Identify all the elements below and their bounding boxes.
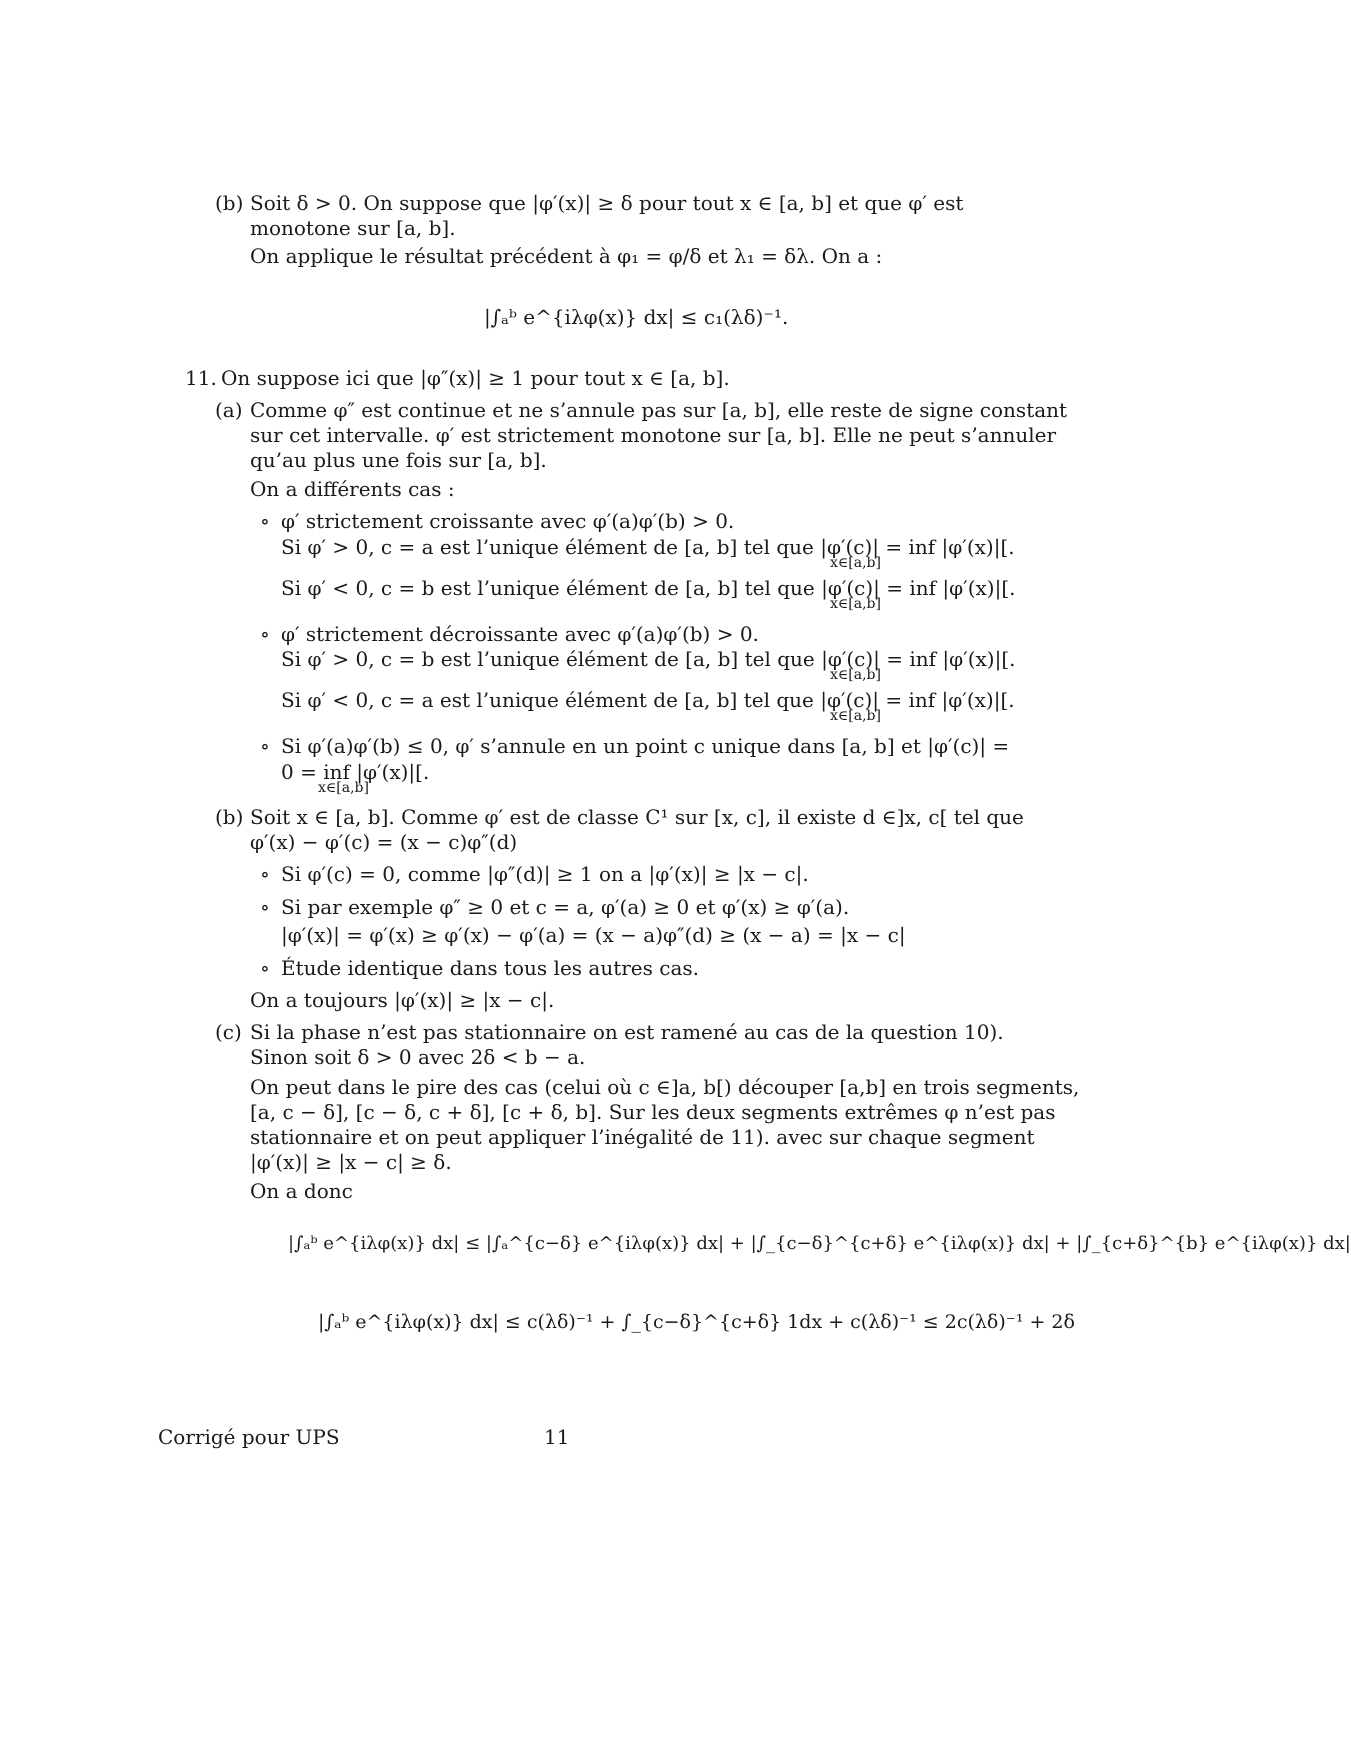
case2-title: φ′ strictement décroissante avec φ′(a)φ′(b) > 0. [281,622,759,646]
q11b-line1: Soit x ∈ [a, b]. Comme φ′ est de classe C¹ sur [x, c], il existe d ∈]x, c[ tel que [250,805,1024,829]
case3-line1: Si φ′(a)φ′(b) ≤ 0, φ′ s’annule en un point c unique dans [a, b] et |φ′(c)| = [281,734,1010,758]
case2-line1: Si φ′ > 0, c = b est l’unique élément de [a, b] tel que |φ′(c)| = inf |φ′(x)|[. [281,647,1016,671]
case3-line2: 0 = inf |φ′(x)|[. [281,760,430,784]
case1-line2: Si φ′ < 0, c = b est l’unique élément de [a, b] tel que |φ′(c)| = inf |φ′(x)|[. [281,576,1016,600]
inf-subscript: x∈[a,b] [830,667,881,683]
item-label-c: (c) [215,1020,242,1044]
inf-subscript: x∈[a,b] [318,780,369,796]
inf-subscript: x∈[a,b] [830,708,881,724]
bullet-icon: ∘ [260,622,270,646]
case1-title: φ′ strictement croissante avec φ′(a)φ′(b) > 0. [281,509,735,533]
q10b-line1: Soit δ > 0. On suppose que |φ′(x)| ≥ δ pour tout x ∈ [a, b] et que φ′ est [250,191,964,215]
q11b-bullet1: Si φ′(c) = 0, comme |φ″(d)| ≥ 1 on a |φ′(x)| ≥ |x − c|. [281,862,809,886]
q11c-line4: [a, c − δ], [c − δ, c + δ], [c + δ, b]. Sur les deux segments extrêmes φ n’est pas [250,1100,1056,1124]
item-label-b: (b) [215,805,244,829]
q11b-bullet2: Si par exemple φ″ ≥ 0 et c = a, φ′(a) ≥ 0 et φ′(x) ≥ φ′(a). [281,895,850,919]
q10b-line2: monotone sur [a, b]. [250,216,456,240]
footer-text: Corrigé pour UPS [158,1425,340,1449]
q11c-line1: Si la phase n’est pas stationnaire on est ramené au cas de la question 10). [250,1020,1004,1044]
q10b-line3: On applique le résultat précédent à φ₁ = φ/δ et λ₁ = δλ. On a : [250,244,883,268]
q10b-formula: |∫ₐᵇ e^{iλφ(x)} dx| ≤ c₁(λδ)⁻¹. [484,305,789,329]
formula-triangle-inequality: |∫ₐᵇ e^{iλφ(x)} dx| ≤ |∫ₐ^{c−δ} e^{iλφ(x)} dx| + |∫_{c−δ}^{c+δ} e^{iλφ(x)} dx| + |∫_{c+δ}^{b} e^{iλφ(x)} dx| [288,1233,1351,1254]
case2-line2: Si φ′ < 0, c = a est l’unique élément de [a, b] tel que |φ′(c)| = inf |φ′(x)|[. [281,688,1015,712]
case1-line1: Si φ′ > 0, c = a est l’unique élément de [a, b] tel que |φ′(c)| = inf |φ′(x)|[. [281,535,1015,559]
item-label-a: (a) [215,398,243,422]
q11b-conclusion: On a toujours |φ′(x)| ≥ |x − c|. [250,988,555,1012]
q11c-line2: Sinon soit δ > 0 avec 2δ < b − a. [250,1045,586,1069]
q11b-bullet3: Étude identique dans tous les autres cas. [281,956,700,980]
q11a-line3: qu’au plus une fois sur [a, b]. [250,448,547,472]
q11a-line4: On a différents cas : [250,477,455,501]
bullet-icon: ∘ [260,509,270,533]
formula-final-bound: |∫ₐᵇ e^{iλφ(x)} dx| ≤ c(λδ)⁻¹ + ∫_{c−δ}^{c+δ} 1dx + c(λδ)⁻¹ ≤ 2c(λδ)⁻¹ + 2δ [318,1311,1075,1333]
bullet-icon: ∘ [260,734,270,758]
q11c-line3: On peut dans le pire des cas (celui où c ∈]a, b[) découper [a,b] en trois segments, [250,1075,1080,1099]
q11a-line1: Comme φ″ est continue et ne s’annule pas sur [a, b], elle reste de signe constant [250,398,1068,422]
q11c-line5: stationnaire et on peut appliquer l’inégalité de 11). avec sur chaque segment [250,1125,1035,1149]
inf-subscript: x∈[a,b] [830,555,881,571]
page-number: 11 [544,1425,570,1449]
q11c-line7: On a donc [250,1179,353,1203]
question-number-11: 11. [185,366,217,390]
bullet-icon: ∘ [260,862,270,886]
q11-intro: On suppose ici que |φ″(x)| ≥ 1 pour tout x ∈ [a, b]. [221,366,730,390]
bullet-icon: ∘ [260,956,270,980]
item-label-b: (b) [215,191,244,215]
q11a-line2: sur cet intervalle. φ′ est strictement monotone sur [a, b]. Elle ne peut s’annuler [250,423,1057,447]
bullet-icon: ∘ [260,895,270,919]
q11b-line2: φ′(x) − φ′(c) = (x − c)φ″(d) [250,830,518,854]
q11c-line6: |φ′(x)| ≥ |x − c| ≥ δ. [250,1150,452,1174]
q11b-bullet2b: |φ′(x)| = φ′(x) ≥ φ′(x) − φ′(a) = (x − a)φ″(d) ≥ (x − a) = |x − c| [281,923,906,947]
inf-subscript: x∈[a,b] [830,596,881,612]
